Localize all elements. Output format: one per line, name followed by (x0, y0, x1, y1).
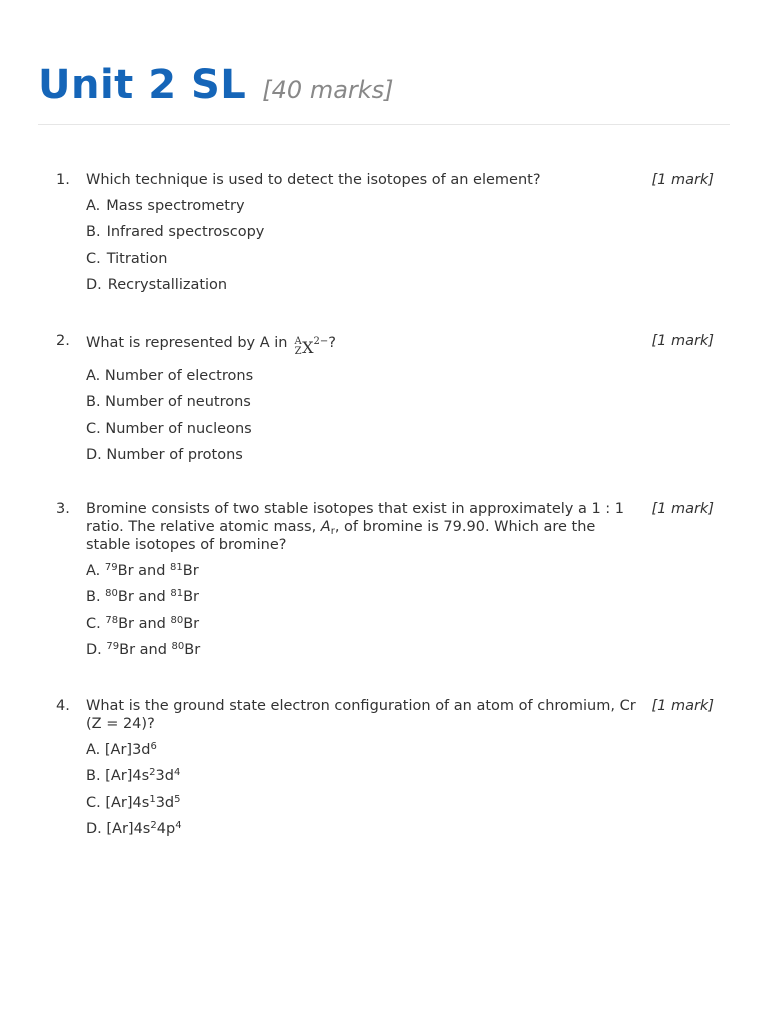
option-letter: B. (86, 768, 101, 785)
option-text: [Ar]3d (104, 742, 151, 758)
electron-count: 5 (174, 793, 181, 805)
answer-option (86, 367, 716, 393)
question-mark: [1 mark] (651, 501, 714, 517)
option-text: Number of protons (106, 446, 243, 463)
element-symbol: Br (119, 641, 136, 658)
total-marks: [40 marks] (262, 76, 394, 104)
question-mark: [1 mark] (651, 698, 714, 714)
option-text: [Ar]4s (106, 820, 151, 837)
answer-option (86, 820, 716, 846)
question-text (86, 332, 644, 359)
element-symbol: Br (118, 615, 134, 632)
answer-option (86, 446, 716, 472)
nuclide-symbol: X (302, 338, 314, 357)
answer-options (86, 562, 716, 667)
option-text: Infrared spectroscopy (106, 224, 265, 241)
electron-count: 4 (175, 819, 182, 831)
option-text: Recrystallization (107, 276, 228, 293)
electron-count: 2 (150, 819, 157, 831)
element-symbol: Br (183, 615, 200, 632)
page-header (38, 62, 394, 118)
answer-option (86, 741, 716, 767)
mass-number: 79 (106, 640, 120, 652)
page-title: Unit 2 SL (38, 62, 247, 108)
answer-option (86, 588, 716, 614)
answer-option (86, 250, 716, 276)
mass-number: 81 (170, 562, 183, 573)
element-symbol: Br (117, 563, 134, 579)
option-letter: A. (86, 742, 101, 758)
mass-number: 80 (171, 640, 185, 652)
option-letter: C. (86, 615, 101, 632)
option-letter: A. (86, 563, 101, 579)
nuclide-notation (294, 337, 328, 359)
option-letter: B. (86, 589, 101, 606)
option-letter: B. (86, 394, 101, 411)
answer-options (86, 741, 716, 846)
option-letter: A. (86, 198, 101, 214)
option-conjunction: and (135, 641, 172, 658)
answer-option (86, 420, 716, 446)
question-number: 1. (56, 172, 70, 188)
question-text-after: , of bromine is 79.90. Which are the stable isotopes of bromine? (86, 519, 596, 553)
answer-options (86, 367, 716, 472)
answer-option (86, 223, 716, 249)
option-conjunction: and (133, 589, 171, 606)
option-text: 4p (156, 820, 176, 837)
element-symbol: Br (182, 563, 199, 579)
mass-number: 80 (170, 614, 184, 626)
electron-count: 4 (173, 767, 181, 779)
element-symbol: Br (117, 589, 134, 606)
option-text: Number of neutrons (105, 394, 251, 411)
electron-count: 2 (149, 767, 156, 779)
option-text: Mass spectrometry (106, 198, 245, 214)
question-text: What is the ground state electron configuration of an atom of chromium, Cr (Z = 24)? (86, 698, 636, 732)
answer-option (86, 767, 716, 793)
option-conjunction: and (134, 615, 171, 632)
answer-option (86, 615, 716, 641)
electron-count: 6 (150, 741, 157, 752)
option-letter: C. (86, 794, 101, 811)
question-2 (56, 332, 716, 472)
option-letter: D. (86, 641, 102, 658)
option-text: Number of electrons (104, 368, 254, 384)
header-divider (38, 124, 730, 125)
answer-option (86, 641, 716, 667)
option-text: Number of nucleons (105, 420, 252, 437)
option-letter: A. (86, 368, 101, 384)
answer-option (86, 562, 716, 588)
relative-atomic-mass-subscript: r (330, 526, 335, 537)
question-text-after: ? (328, 335, 336, 351)
question-1 (56, 171, 716, 302)
option-text: Titration (106, 250, 168, 267)
mass-number: 79 (104, 562, 118, 573)
option-letter: D. (86, 276, 102, 293)
question-number: 3. (56, 501, 70, 517)
mass-number: 80 (105, 588, 118, 600)
mass-number: 81 (170, 588, 184, 600)
question-text-before: What is represented by A in (86, 335, 293, 351)
nuclide-atomic-number: Z (294, 346, 302, 357)
question-number: 2. (56, 333, 70, 349)
option-letter: D. (86, 820, 102, 837)
nuclide-mass-number: A (294, 336, 302, 347)
answer-option (86, 393, 716, 419)
electron-count: 1 (149, 793, 156, 805)
relative-atomic-mass-symbol: A (320, 519, 331, 535)
answer-option (86, 197, 716, 223)
option-text: 3d (155, 768, 174, 785)
question-number: 4. (56, 698, 70, 714)
option-text: [Ar]4s (105, 768, 150, 785)
answer-options (86, 197, 716, 302)
option-conjunction: and (133, 563, 171, 579)
element-symbol: Br (184, 641, 201, 658)
answer-option (86, 276, 716, 302)
question-text-before: Bromine consists of two stable isotopes that exist in approximately a 1 : 1 ratio. The relative atomic mass, (86, 501, 625, 535)
option-text: 3d (155, 794, 175, 811)
question-text (86, 500, 644, 554)
answer-option (86, 794, 716, 820)
option-letter: B. (86, 224, 101, 241)
option-text: [Ar]4s (105, 794, 150, 811)
question-text: Which technique is used to detect the isotopes of an element? (86, 172, 541, 188)
question-3 (56, 500, 716, 667)
question-mark: [1 mark] (651, 333, 714, 349)
element-symbol: Br (183, 589, 199, 606)
option-letter: C. (86, 420, 101, 437)
option-letter: C. (86, 250, 101, 267)
mass-number: 78 (105, 614, 119, 626)
option-letter: D. (86, 446, 102, 463)
nuclide-charge: 2− (313, 336, 329, 347)
question-4 (56, 697, 716, 846)
question-mark: [1 mark] (651, 172, 714, 188)
